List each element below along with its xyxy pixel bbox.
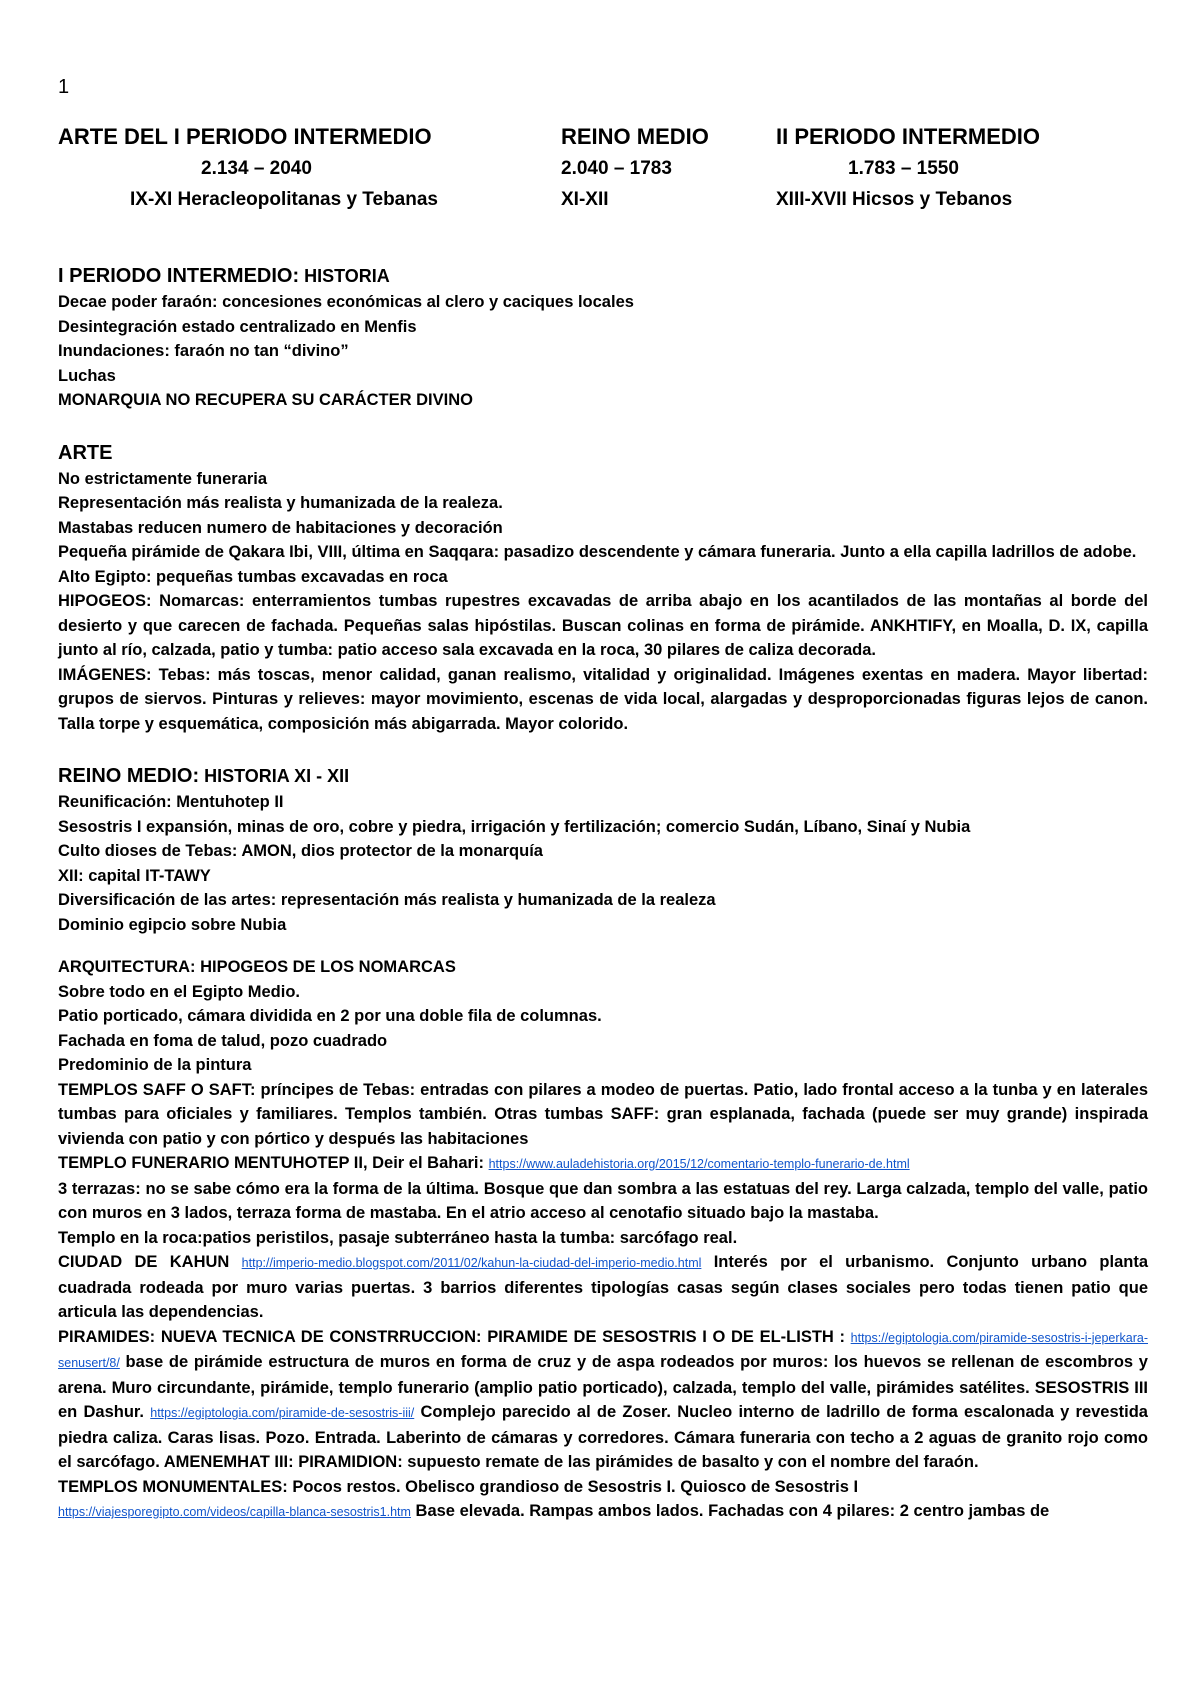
paragraph-line: Diversificación de las artes: representación más realista y humanizada de la realeza [58,891,716,909]
paragraph-kahun: CIUDAD DE KAHUN http://imperio-medio.blogspot.com/2011/02/kahun-la-ciudad-del-imperio-medio.html Interés por el urbanismo. Conjunto urbano planta cuadrada rodeada por muro varias puertas. 3 barrios diferentes tipologías casas según clases sociales pero todas tienen patio que articula las dependencias. [58,1253,1148,1321]
link-sesostris-iii[interactable]: https://egiptologia.com/piramide-de-sesostris-iii/ [150,1406,415,1420]
section-heading: I PERIODO INTERMEDIO: HISTORIA [58,265,390,287]
section-historia-reino-medio [58,762,1148,937]
section-arte [58,439,1148,737]
paragraph-line: Sesostris I expansión, minas de oro, cobre y piedra, irrigación y fertilización; comercio Sudán, Líbano, Sinaí y Nubia [58,817,971,836]
paragraph-piramides: PIRAMIDES: NUEVA TECNICA DE CONSTRRUCCION: PIRAMIDE DE SESOSTRIS I O DE EL-LISTH : https://egiptologia.com/piramide-sesostris-i-jeperkara-senusert/8/ base de pirámide estructura de muros en forma de cruz y de aspa rodeados por muros: los huevos se rellenan de escombros y arena. Muro circundante, pirámide, templo funerario (amplio patio porticado), calzada, templo del valle, pirámides satélites. SESOSTRIS III en Dashur. https://egiptologia.com/piramide-de-sesostris-iii/ Complejo parecido al de Zoser. Nucleo interno de ladrillo de forma escalonada y revestida piedra caliza. Caras lisas. Pozo. Entrada. Laberinto de cámaras y corredores. Cámara funeraria con techo a 2 aguas de granito rojo como el sarcófago. AMENEMHAT III: PIRAMIDION: supuesto remate de las pirámides de basalto y con el nombre del faraón. [58,1327,1148,1471]
header-dynasties-1: IX-XI Heracleopolitanas y Tebanas [130,189,438,210]
page-number: 1 [58,76,70,98]
paragraph-line: 3 terrazas: no se sabe cómo era la forma de la última. Bosque que dan sombra a las estatuas del rey. Larga calzada, templo del valle, patio con muros en 3 lados, terraza forma de mastaba. En el atrio acceso al cenotafio situado bajo la mastaba. [58,1179,1148,1222]
paragraph-line: Alto Egipto: pequeñas tumbas excavadas en roca [58,567,448,586]
header-title-3: II PERIODO INTERMEDIO [776,124,1041,149]
section-heading: REINO MEDIO: HISTORIA XI - XII [58,765,350,787]
document-body [58,262,1148,1525]
paragraph-mentuhotep: TEMPLO FUNERARIO MENTUHOTEP II, Deir el Bahari: https://www.auladehistoria.org/2015/12/comentario-templo-funerario-de.html [58,1154,910,1172]
header-col-2 [561,124,709,220]
paragraph-line: Decae poder faraón: concesiones económicas al clero y caciques locales [58,293,634,311]
header-dynasties-2: XI-XII [561,189,609,210]
paragraph-line: TEMPLOS MONUMENTALES: Pocos restos. Obelisco grandioso de Sesostris I. Quiosco de Sesostris I [58,1477,859,1496]
link-capilla-blanca[interactable]: https://viajesporegipto.com/videos/capilla-blanca-sesostris1.htm [58,1505,411,1519]
link-mentuhotep[interactable]: https://www.auladehistoria.org/2015/12/comentario-templo-funerario-de.html [488,1157,910,1171]
paragraph-line: Representación más realista y humanizada de la realeza. [58,494,503,512]
header-title-2: REINO MEDIO [561,124,709,149]
section-historia-i-periodo [58,262,1148,413]
subsection-heading: ARQUITECTURA: HIPOGEOS DE LOS NOMARCAS [58,958,456,976]
section-arquitectura [58,955,1148,1525]
header-dynasties-3: XIII-XVII Hicsos y Tebanos [776,189,1013,210]
paragraph-line: Dominio egipcio sobre Nubia [58,915,287,934]
section-heading: ARTE [58,441,113,464]
header-dates-3: 1.783 – 1550 [848,158,959,179]
header-dates-1: 2.134 – 2040 [201,158,312,179]
paragraph-line: Culto dioses de Tebas: AMON, dios protector de la monarquía [58,842,543,860]
paragraph-line: Fachada en foma de talud, pozo cuadrado [58,1031,388,1050]
paragraph-line: Reunificación: Mentuhotep II [58,793,284,811]
paragraph-line: Mastabas reducen numero de habitaciones y decoración [58,518,503,537]
paragraph-line: Pequeña pirámide de Qakara Ibi, VIII, última en Saqqara: pasadizo descendente y cámara funeraria. Junto a ella capilla ladrillos de adobe. [58,543,1137,561]
paragraph-line: Predominio de la pintura [58,1056,252,1074]
paragraph-line: XII: capital IT-TAWY [58,866,211,885]
paragraph-line: IMÁGENES: Tebas: más toscas, menor calidad, ganan realismo, vitalidad y originalidad. Imágenes exentas en madera. Mayor libertad: grupos de siervos. Pinturas y relieves: mayor movimiento, escenas de vida local, alargadas y desproporcionadas figuras lejos de canon. Talla torpe y esquemática, composición más abigarrada. Mayor colorido. [58,665,1148,733]
paragraph-line: Templo en la roca:patios peristilos, pasaje subterráneo hasta la tumba: sarcófago real. [58,1228,738,1247]
link-kahun[interactable]: http://imperio-medio.blogspot.com/2011/02/kahun-la-ciudad-del-imperio-medio.html [241,1256,702,1270]
link-sesostris-i[interactable]: https://egiptologia.com/piramide-sesostris-i-jeperkara-senusert/8/ [58,1330,1148,1370]
paragraph-line: Sobre todo en el Egipto Medio. [58,982,300,1001]
paragraph-line: No estrictamente funeraria [58,469,268,488]
header-col-1 [58,124,438,220]
paragraph-capilla: https://viajesporegipto.com/videos/capilla-blanca-sesostris1.htm Base elevada. Rampas ambos lados. Fachadas con 4 pilares: 2 centro jambas de [58,1502,1050,1520]
paragraph-line: Patio porticado, cámara dividida en 2 por una doble fila de columnas. [58,1007,602,1025]
paragraph-line: TEMPLOS SAFF O SAFT: príncipes de Tebas: entradas con pilares a modeo de puertas. Patio, lado frontal acceso a la tunba y en laterales tumbas para oficiales y familiares. Templos también. Otras tumbas SAFF: gran esplanada, fachada (puede ser muy grande) inspirada vivienda con patio y con pórtico y después las habitaciones [58,1080,1148,1148]
paragraph-line: MONARQUIA NO RECUPERA SU CARÁCTER DIVINO [58,391,473,409]
header-dates-2: 2.040 – 1783 [561,158,672,179]
paragraph-line: Desintegración estado centralizado en Menfis [58,317,417,336]
paragraph-line: Luchas [58,366,116,385]
header-title-1: ARTE DEL I PERIODO INTERMEDIO [58,124,432,149]
paragraph-line: Inundaciones: faraón no tan “divino” [58,342,349,360]
paragraph-line: HIPOGEOS: Nomarcas: enterramientos tumbas rupestres excavadas de arriba abajo en los acantilados de las montañas al borde del desierto y que carecen de fachada. Pequeñas salas hipóstilas. Buscan colinas en forma de pirámide. ANKHTIFY, en Moalla, D. IX, capilla junto al río, calzada, patio y tumba: patio acceso sala excavada en la roca, 30 pilares de caliza decorada. [58,592,1148,659]
header-col-3 [776,124,1040,220]
